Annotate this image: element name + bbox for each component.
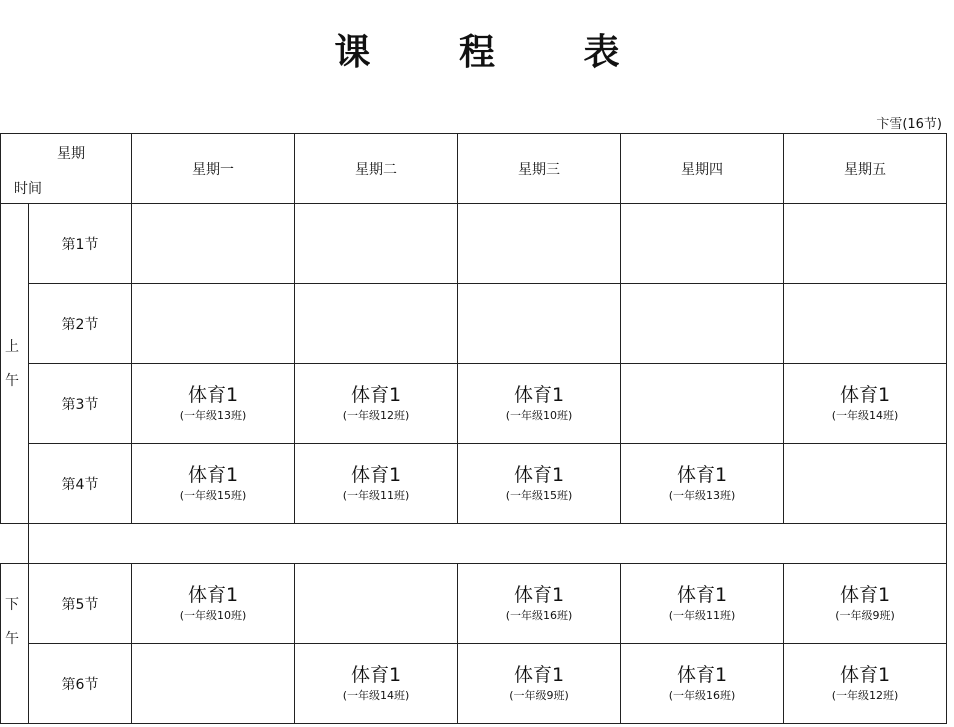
class-name: (一年级16班) — [668, 688, 736, 702]
class-cell — [620, 443, 784, 524]
period-label: 第2节 — [28, 283, 132, 364]
empty-cell — [620, 283, 784, 364]
afternoon-label: 下 — [5, 597, 19, 613]
period-label: 第3节 — [28, 363, 132, 444]
course-name: 体育1 — [513, 383, 565, 406]
morning-label: 午 — [5, 373, 19, 389]
course-name: 体育1 — [350, 383, 402, 406]
class-name: (一年级11班) — [668, 608, 736, 622]
course-name: 体育1 — [676, 583, 728, 606]
period-label: 第5节 — [28, 563, 132, 644]
class-cell — [457, 363, 621, 444]
course-name: 体育1 — [839, 583, 891, 606]
afternoon-label: 午 — [5, 631, 19, 647]
class-name: (一年级13班) — [668, 488, 736, 502]
class-name: (一年级13班) — [179, 408, 247, 422]
empty-cell — [620, 363, 784, 444]
day-header: 星期一 — [131, 133, 295, 204]
class-cell — [131, 443, 295, 524]
period-label: 第4节 — [28, 443, 132, 524]
class-cell — [783, 363, 947, 444]
class-cell — [131, 563, 295, 644]
day-header: 星期二 — [294, 133, 458, 204]
corner-time-label: 时间 — [14, 181, 42, 197]
course-name: 体育1 — [513, 583, 565, 606]
corner-week-label: 星期 — [57, 146, 85, 162]
empty-cell — [620, 203, 784, 284]
course-name: 体育1 — [350, 463, 402, 486]
morning-label: 上 — [5, 339, 19, 355]
class-cell — [620, 563, 784, 644]
class-cell — [620, 643, 784, 724]
class-name: (一年级15班) — [179, 488, 247, 502]
class-name: (一年级10班) — [505, 408, 573, 422]
course-name: 体育1 — [187, 583, 239, 606]
empty-cell — [457, 203, 621, 284]
class-cell — [783, 643, 947, 724]
course-name: 体育1 — [513, 663, 565, 686]
empty-cell — [131, 203, 295, 284]
title-char: 程 — [458, 32, 495, 73]
class-cell — [294, 643, 458, 724]
course-name: 体育1 — [513, 463, 565, 486]
empty-cell — [783, 283, 947, 364]
empty-cell — [294, 203, 458, 284]
course-name: 体育1 — [676, 663, 728, 686]
empty-cell — [294, 283, 458, 364]
day-header: 星期五 — [783, 133, 947, 204]
course-name: 体育1 — [839, 663, 891, 686]
course-name: 体育1 — [187, 463, 239, 486]
empty-cell — [457, 283, 621, 364]
class-name: (一年级12班) — [831, 688, 899, 702]
day-header: 星期三 — [457, 133, 621, 204]
class-cell — [457, 563, 621, 644]
class-name: (一年级11班) — [342, 488, 410, 502]
class-cell — [457, 643, 621, 724]
course-name: 体育1 — [350, 663, 402, 686]
class-name: (一年级10班) — [179, 608, 247, 622]
empty-cell — [783, 203, 947, 284]
class-name: (一年级15班) — [505, 488, 573, 502]
day-header: 星期四 — [620, 133, 784, 204]
class-name: (一年级9班) — [835, 608, 895, 622]
empty-cell — [783, 443, 947, 524]
lunch-break-row — [28, 523, 947, 564]
class-name: (一年级14班) — [831, 408, 899, 422]
period-label: 第1节 — [28, 203, 132, 284]
course-name: 体育1 — [187, 383, 239, 406]
class-cell — [457, 443, 621, 524]
course-name: 体育1 — [839, 383, 891, 406]
title-char: 表 — [583, 32, 620, 73]
class-cell — [294, 443, 458, 524]
empty-cell — [131, 283, 295, 364]
class-name: (一年级9班) — [509, 688, 569, 702]
period-label: 第6节 — [28, 643, 132, 724]
class-cell — [783, 563, 947, 644]
class-cell — [294, 363, 458, 444]
class-name: (一年级16班) — [505, 608, 573, 622]
class-name: (一年级12班) — [342, 408, 410, 422]
class-cell — [131, 363, 295, 444]
teacher-label: 卞雪(16节) — [876, 117, 942, 132]
course-name: 体育1 — [676, 463, 728, 486]
empty-cell — [294, 563, 458, 644]
class-name: (一年级14班) — [342, 688, 410, 702]
empty-cell — [131, 643, 295, 724]
title-char: 课 — [334, 32, 371, 73]
